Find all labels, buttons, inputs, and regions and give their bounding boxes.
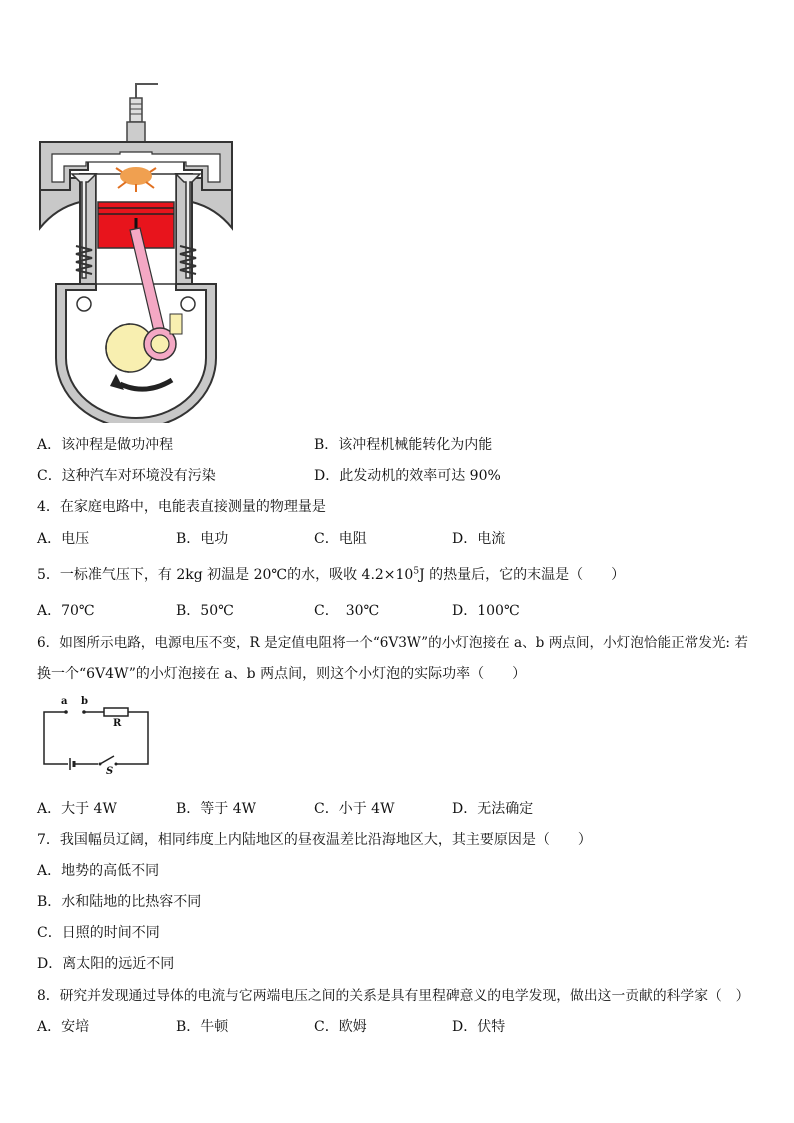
q5-option-c[interactable]: C． 30℃ <box>314 603 380 619</box>
switch <box>99 756 118 766</box>
intake-cam <box>77 297 91 311</box>
q4-option-d[interactable]: D．电流 <box>452 531 506 547</box>
q7-option-c[interactable]: C．日照的时间不同 <box>37 925 160 941</box>
q5-option-b[interactable]: B．50℃ <box>176 603 234 619</box>
q8-option-d[interactable]: D．伏特 <box>452 1019 506 1035</box>
q4-stem: 4．在家庭电路中，电能表直接测量的物理量是 <box>37 499 326 515</box>
label-b: b <box>81 696 88 707</box>
label-r: R <box>113 718 122 729</box>
label-a: a <box>61 696 68 707</box>
circuit-diagram <box>40 696 152 780</box>
spark-plug <box>127 84 158 142</box>
q5-option-a[interactable]: A．70℃ <box>37 603 95 619</box>
q6-option-a[interactable]: A．大于 4W <box>37 801 117 817</box>
q7-option-b[interactable]: B．水和陆地的比热容不同 <box>37 894 202 910</box>
label-s: S <box>106 766 114 777</box>
q7-option-a[interactable]: A．地势的高低不同 <box>37 863 160 879</box>
q3-option-c[interactable]: C．这种汽车对环境没有污染 <box>37 468 216 484</box>
q6-option-d[interactable]: D．无法确定 <box>452 801 534 817</box>
q7-option-d[interactable]: D．离太阳的远近不同 <box>37 956 175 972</box>
rotation-arrow <box>120 380 172 389</box>
q6-option-b[interactable]: B．等于 4W <box>176 801 257 817</box>
q8-option-c[interactable]: C．欧姆 <box>314 1019 367 1035</box>
q8-option-a[interactable]: A．安培 <box>37 1019 90 1035</box>
q6-stem-line2: 换一个“6V4W”的小灯泡接在 a、b 两点间，则这个小灯泡的实际功率（ ） <box>37 666 527 682</box>
battery <box>70 758 74 770</box>
engine-diagram <box>36 78 236 423</box>
exhaust-cam <box>181 297 195 311</box>
q4-option-b[interactable]: B．电功 <box>176 531 229 547</box>
q6-stem-line1: 6．如图所示电路，电源电压不变，R 是定值电阻将一个“6V3W”的小灯泡接在 a、b 两点间，小灯泡恰能正常发光: 若 <box>37 635 748 651</box>
q8-option-b[interactable]: B．牛顿 <box>176 1019 229 1035</box>
q3-option-b[interactable]: B．该冲程机械能转化为内能 <box>314 437 493 453</box>
q4-option-a[interactable]: A．电压 <box>37 531 90 547</box>
q6-option-c[interactable]: C．小于 4W <box>314 801 395 817</box>
q7-stem: 7．我国幅员辽阔，相同纬度上内陆地区的昼夜温差比沿海地区大，其主要原因是（ ） <box>37 832 592 848</box>
q8-stem: 8．研究并发现通过导体的电流与它两端电压之间的关系是具有里程碑意义的电学发现，做出这一贡献的科学家（ ） <box>37 988 750 1004</box>
q3-option-d[interactable]: D．此发动机的效率可达 90% <box>314 468 501 484</box>
q5-stem: 5．一标准气压下，有 2kg 初温是 20℃的水，吸收 $4.2\times 10^5J$ 的热量后，它的末温是（ ） <box>37 566 626 583</box>
q4-option-c[interactable]: C．电阻 <box>314 531 367 547</box>
resistor <box>104 708 128 716</box>
q3-option-a[interactable]: A．该冲程是做功冲程 <box>37 437 174 453</box>
q5-option-d[interactable]: D．100℃ <box>452 603 520 619</box>
